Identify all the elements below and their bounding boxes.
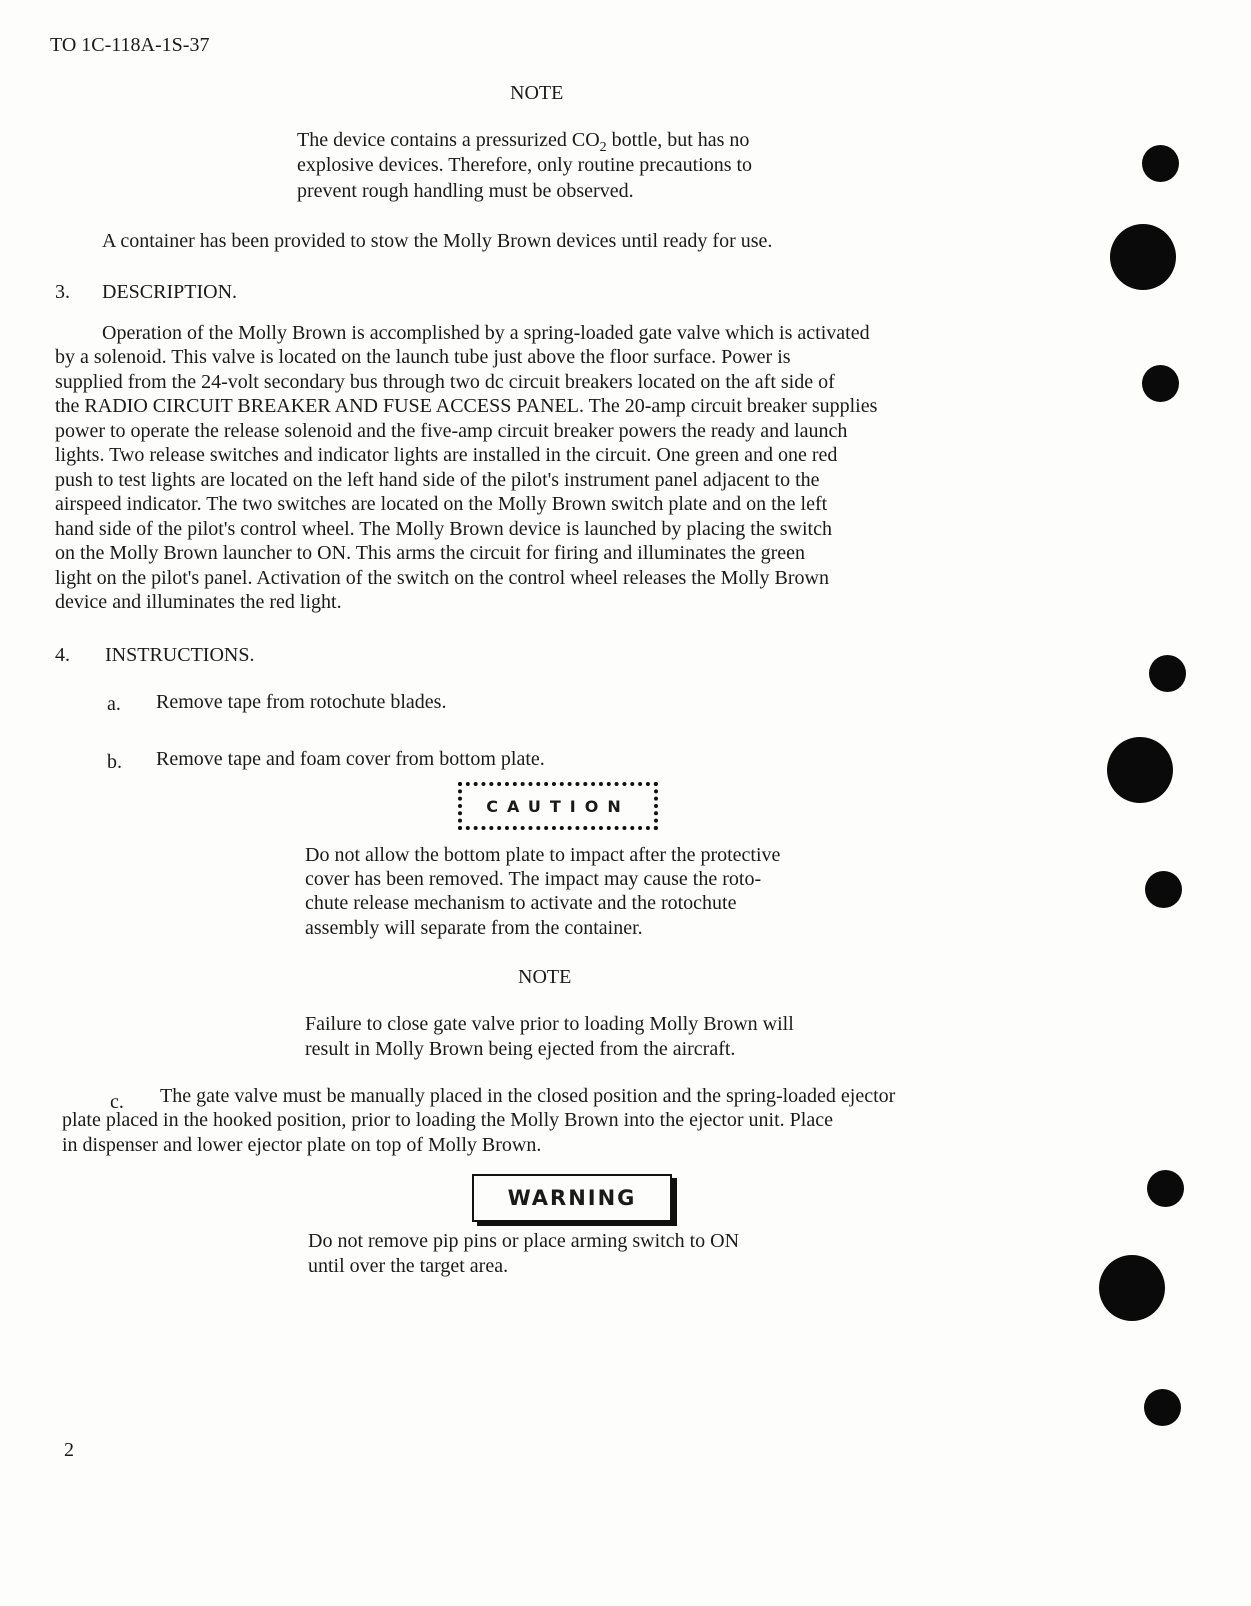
section-3-title: DESCRIPTION. [102, 281, 238, 303]
punch-hole-icon [1142, 145, 1179, 182]
description-line: supplied from the 24-volt secondary bus through two dc circuit breakers located on the aft side of [55, 371, 835, 393]
punch-hole-icon [1147, 1170, 1184, 1207]
caution-text-line: Do not allow the bottom plate to impact after the protective [305, 844, 781, 866]
step-c-line: plate placed in the hooked position, prior to loading the Molly Brown into the ejector unit. Place [62, 1109, 833, 1131]
note-text-line: explosive devices. Therefore, only routine precautions to [297, 154, 753, 176]
step-c-letter: c. [110, 1091, 124, 1113]
description-line: airspeed indicator. The two switches are located on the Molly Brown switch plate and on the left [55, 493, 828, 515]
caution-text-line: chute release mechanism to activate and the rotochute [305, 892, 737, 914]
warning-label: WARNING [472, 1174, 672, 1222]
punch-hole-icon [1144, 1389, 1181, 1426]
description-line: push to test lights are located on the left hand side of the pilot's instrument panel adjacent to the [55, 469, 820, 491]
caution-label: CAUTION [458, 782, 658, 830]
description-line: on the Molly Brown launcher to ON. This arms the circuit for firing and illuminates the green [55, 542, 806, 564]
section-3-number: 3. [55, 281, 70, 303]
description-line: light on the pilot's panel. Activation of the switch on the control wheel releases the Molly Brown [55, 567, 830, 589]
step-a-text: Remove tape from rotochute blades. [156, 691, 447, 713]
step-a-letter: a. [107, 693, 121, 715]
note-heading: NOTE [518, 966, 572, 988]
note-text-line: The device contains a pressurized $CO_2$ bottle, but has no [297, 129, 750, 155]
punch-hole-icon [1099, 1255, 1165, 1321]
description-line: device and illuminates the red light. [55, 591, 342, 613]
punch-hole-icon [1110, 224, 1176, 290]
description-line: power to operate the release solenoid and the five-amp circuit breaker powers the ready and launch [55, 420, 848, 442]
step-b-letter: b. [107, 751, 122, 773]
description-line: Operation of the Molly Brown is accomplished by a spring-loaded gate valve which is activated [102, 322, 870, 344]
note-text-line: result in Molly Brown being ejected from the aircraft. [305, 1038, 736, 1060]
document-number: TO 1C-118A-1S-37 [50, 34, 210, 56]
section-4-title: INSTRUCTIONS. [105, 644, 255, 666]
note-text-line: Failure to close gate valve prior to loading Molly Brown will [305, 1013, 794, 1035]
step-c-line: The gate valve must be manually placed in the closed position and the spring-loaded ejector [160, 1085, 896, 1107]
warning-text-line: until over the target area. [308, 1255, 509, 1277]
description-line: hand side of the pilot's control wheel. The Molly Brown device is launched by placing the switch [55, 518, 832, 540]
caution-text-line: assembly will separate from the container. [305, 917, 643, 939]
description-line: lights. Two release switches and indicator lights are installed in the circuit. One green and one red [55, 444, 838, 466]
caution-text-line: cover has been removed. The impact may cause the roto- [305, 868, 762, 890]
step-b-text: Remove tape and foam cover from bottom plate. [156, 748, 545, 770]
punch-hole-icon [1107, 737, 1173, 803]
description-line: by a solenoid. This valve is located on the launch tube just above the floor surface. Power is [55, 346, 791, 368]
note-text-line: prevent rough handling must be observed. [297, 180, 634, 202]
punch-hole-icon [1149, 655, 1186, 692]
note-heading: NOTE [510, 82, 564, 104]
punch-hole-icon [1142, 365, 1179, 402]
punch-hole-icon [1145, 871, 1182, 908]
warning-text-line: Do not remove pip pins or place arming switch to ON [308, 1230, 740, 1252]
section-4-number: 4. [55, 644, 70, 666]
page-number: 2 [64, 1439, 74, 1461]
step-c-line: in dispenser and lower ejector plate on top of Molly Brown. [62, 1134, 542, 1156]
description-line: the RADIO CIRCUIT BREAKER AND FUSE ACCESS PANEL. The 20-amp circuit breaker supplies [55, 395, 878, 417]
container-paragraph: A container has been provided to stow the Molly Brown devices until ready for use. [102, 230, 773, 252]
